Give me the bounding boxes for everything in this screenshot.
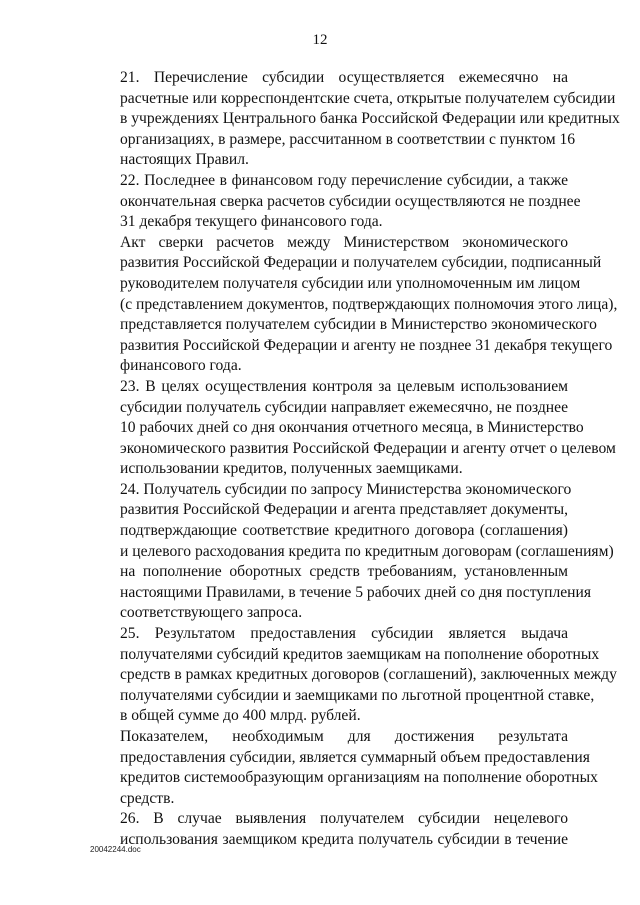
text-line: Показателем, необходимым для достижения результата bbox=[120, 728, 568, 745]
paragraph bbox=[90, 624, 617, 727]
page-number: 12 bbox=[312, 32, 328, 48]
text-line: 31 декабря текущего финансового года. bbox=[120, 213, 383, 231]
text-line: 25. Результатом предоставления субсидии является выдача bbox=[120, 625, 568, 643]
text-line: соответствующего запроса. bbox=[120, 604, 303, 622]
text-line: 23. В целях осуществления контроля за целевым использованием bbox=[120, 377, 568, 395]
text-line: получателями субсидий кредитов заемщикам на пополнение оборотных bbox=[120, 645, 600, 663]
text-line: 21. Перечисление субсидии осуществляется ежемесячно на bbox=[120, 69, 568, 86]
text-line: развития Российской Федерации и агенту не позднее 31 декабря текущего bbox=[120, 336, 613, 354]
text-line: руководителем получателя субсидии или уполномоченным им лицом bbox=[120, 274, 581, 292]
text-line: представляется получателем субсидии в Министерство экономического bbox=[120, 316, 597, 334]
text-line: экономического развития Российской Федерации и агенту отчет о целевом bbox=[120, 439, 616, 457]
text-line: 26. В случае выявления получателем субсидии нецелевого bbox=[120, 810, 568, 828]
text-line: развития Российской Федерации и получателем субсидии, подписанный bbox=[120, 254, 602, 272]
text-line: в учреждениях Центрального банка Российской Федерации или кредитных bbox=[120, 110, 620, 128]
text-line: финансового года. bbox=[120, 357, 242, 375]
text-line: использовании кредитов, полученных заемщиками. bbox=[120, 460, 463, 478]
paragraph bbox=[90, 480, 614, 624]
text-line: на пополнение оборотных средств требованиям, установленным bbox=[120, 563, 568, 581]
text-line: организациях, в размере, рассчитанном в соответствии с пунктом 16 bbox=[120, 130, 576, 148]
text-line: средств. bbox=[120, 789, 175, 807]
text-line: и целевого расходования кредита по кредитным договорам (соглашениям) bbox=[120, 542, 614, 560]
text-line: подтверждающие соответствие кредитного договора (соглашения) bbox=[120, 522, 568, 540]
text-line: 22. Последнее в финансовом году перечисление субсидии, а также bbox=[120, 171, 568, 189]
paragraph bbox=[90, 727, 598, 809]
text-line: предоставления субсидии, является суммарный объем предоставления bbox=[120, 748, 590, 766]
text-line: субсидии получатель субсидии направляет ежемесячно, не позднее bbox=[120, 398, 568, 416]
paragraph bbox=[90, 68, 620, 171]
text-line: в общей сумме до 400 млрд. рублей. bbox=[120, 707, 361, 725]
paragraph bbox=[90, 809, 568, 850]
text-line: получателями субсидии и заемщиками по льготной процентной ставке, bbox=[120, 686, 595, 704]
text-line: кредитов системообразующим организациям на пополнение оборотных bbox=[120, 769, 598, 787]
text-line: Акт сверки расчетов между Министерством экономического bbox=[120, 233, 568, 251]
paragraph bbox=[90, 377, 616, 480]
text-line: использования заемщиком кредита получатель субсидии в течение bbox=[120, 830, 568, 848]
text-line: настоящими Правилами, в течение 5 рабочих дней со дня поступления bbox=[120, 583, 592, 601]
document-body bbox=[90, 68, 620, 851]
text-line: развития Российской Федерации и агента представляет документы, bbox=[120, 501, 568, 519]
paragraph bbox=[90, 233, 618, 377]
text-line: (с представлением документов, подтверждающих полномочия этого лица), bbox=[120, 295, 618, 313]
text-line: окончательная сверка расчетов субсидии осуществляются не позднее bbox=[120, 192, 581, 210]
paragraph bbox=[90, 171, 581, 233]
text-line: 24. Получатель субсидии по запросу Министерства экономического bbox=[120, 480, 572, 498]
text-line: средств в рамках кредитных договоров (соглашений), заключенных между bbox=[120, 666, 617, 684]
text-line: расчетные или корреспондентские счета, открытые получателем субсидии bbox=[120, 89, 616, 107]
text-line: настоящих Правил. bbox=[120, 151, 249, 169]
text-line: 10 рабочих дней со дня окончания отчетного месяца, в Министерство bbox=[120, 419, 584, 437]
footer-file-name: 20042244.doc bbox=[90, 845, 141, 854]
